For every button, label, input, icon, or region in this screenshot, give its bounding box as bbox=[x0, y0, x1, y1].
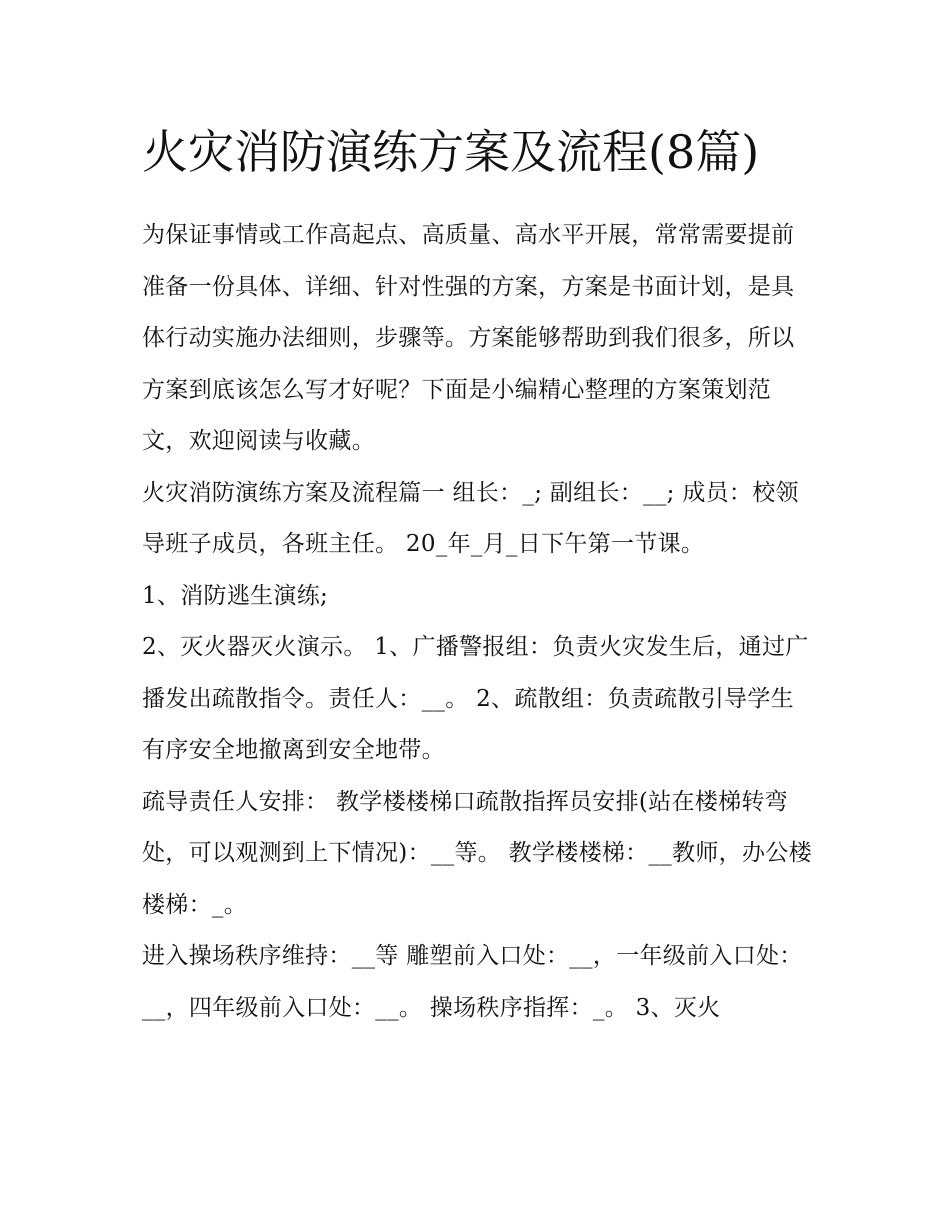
paragraph-item-2: 2、灭火器灭火演示。 1、广播警报组：负责火灾发生后，通过广播发出疏散指令。责任人：__。 2、疏散组：负责疏散引导学生有序安全地撤离到安全地带。 bbox=[142, 634, 809, 763]
paragraph-item-1: 1、消防逃生演练; bbox=[142, 582, 329, 609]
paragraph-evacuation-guides: 疏导责任人安排： 教学楼楼梯口疏散指挥员安排(站在楼梯转弯处，可以观测到上下情况)：__等。 教学楼楼梯：__教师，办公楼楼梯：_。 bbox=[142, 788, 812, 918]
paragraph-part1-leaders: 火灾消防演练方案及流程篇一 组长：_; 副组长：__; 成员：校领导班子成员，各班主任。 20_年_月_日下午第一节课。 bbox=[142, 479, 799, 557]
document-page bbox=[142, 112, 814, 1034]
paragraph-playground-order: 进入操场秩序维持：__等 雕塑前入口处：__，一年级前入口处：__，四年级前入口处：__。 操场秩序指挥：_。 3、灭火 bbox=[142, 943, 803, 1021]
document-title: 火灾消防演练方案及流程(8篇) bbox=[142, 125, 760, 179]
paragraph-intro: 为保证事情或工作高起点、高质量、高水平开展，常常需要提前准备一份具体、详细、针对性强的方案，方案是书面计划，是具体行动实施办法细则，步骤等。方案能够帮助到我们很多，所以方案到底该怎么写才好呢？下面是小编精心整理的方案策划范文，欢迎阅读与收藏。 bbox=[142, 222, 795, 454]
